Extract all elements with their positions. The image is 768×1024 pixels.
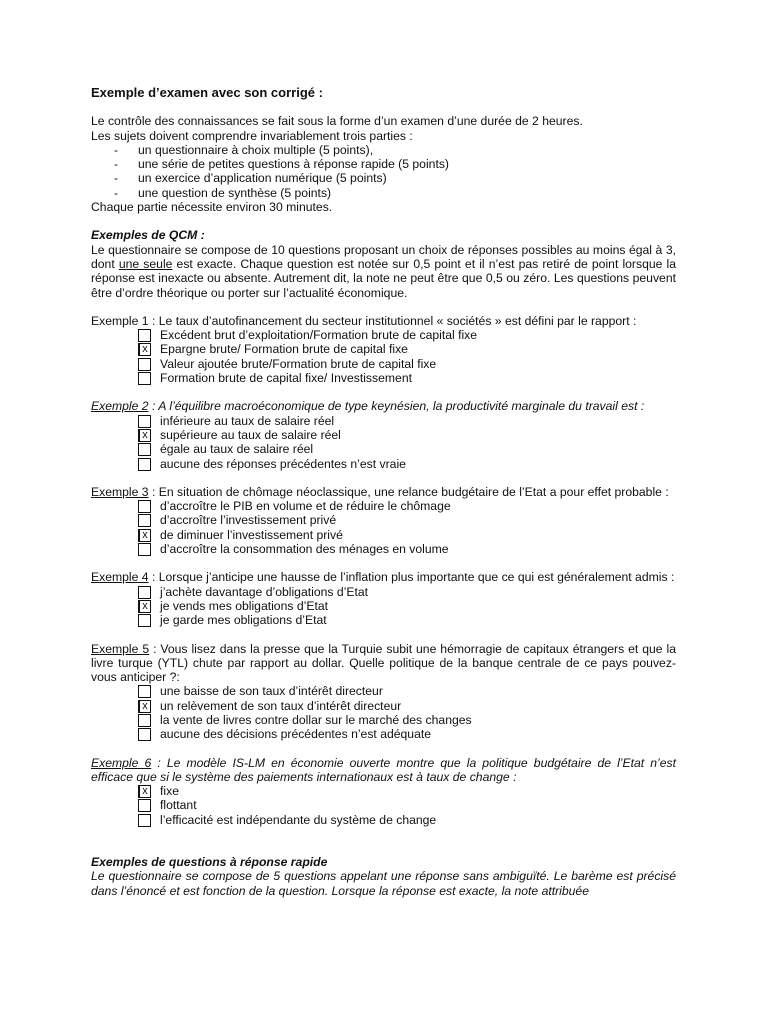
checkbox-checked[interactable]: x <box>138 429 151 442</box>
checkbox-checked[interactable]: x <box>138 529 151 542</box>
answer-option: inférieure au taux de salaire réel <box>91 414 676 428</box>
list-item: - une série de petites questions à réponse rapide (5 points) <box>91 157 676 171</box>
question-text: Exemple 3 : En situation de chômage néoclassique, une relance budgétaire de l’Etat a pour effet probable : <box>91 484 669 499</box>
answer-option: x un relèvement de son taux d’intérêt directeur <box>91 699 676 713</box>
answer-option: Formation brute de capital fixe/ Investissement <box>91 371 676 385</box>
list-item: - un questionnaire à choix multiple (5 points), <box>91 143 676 157</box>
checkbox[interactable] <box>138 329 151 342</box>
checkbox[interactable] <box>138 543 151 556</box>
answer-option: flottant <box>91 798 676 812</box>
checkbox[interactable] <box>138 500 151 513</box>
checkbox[interactable] <box>138 614 151 627</box>
answer-option: j’achète davantage d’obligations d’Etat <box>91 585 676 599</box>
answer-option: Excédent brut d’exploitation/Formation brute de capital fixe <box>91 328 676 342</box>
qcm-description: Le questionnaire se compose de 10 questions proposant un choix de réponses possibles au moins égal à 3, dont une seule est exacte. Chaque question est notée sur 0,5 point et il n’est pas retiré de point lorsque la réponse est inexacte ou absente. Autrement dit, la note ne peut être que 0,5 ou zéro. Les questions peuvent être d’ordre théorique ou porter sur l’actualité économique. <box>91 242 677 300</box>
checkbox[interactable] <box>138 586 151 599</box>
list-item: - une question de synthèse (5 points) <box>91 186 676 200</box>
intro-line-3: Chaque partie nécessite environ 30 minutes. <box>91 200 333 215</box>
checkbox[interactable] <box>138 728 151 741</box>
question-example-1 <box>91 314 676 385</box>
checkbox[interactable] <box>138 372 151 385</box>
answer-option: l’efficacité est indépendante du système de change <box>91 813 676 827</box>
answer-option: x je vends mes obligations d’Etat <box>91 599 676 613</box>
checkbox[interactable] <box>138 358 151 371</box>
answer-option: x fixe <box>91 784 676 798</box>
question-text: Exemple 5 : Vous lisez dans la presse que la Turquie subit une hémorragie de capitaux étrangers et que la livre turque (YTL) chute par rapport au dollar. Quelle politique de la banque centrale de ce pays pouvez-vous anticiper ?: <box>91 641 676 685</box>
checkbox[interactable] <box>138 458 151 471</box>
question-example-3 <box>91 485 676 556</box>
checkbox[interactable] <box>138 443 151 456</box>
answer-option: aucune des réponses précédentes n’est vraie <box>91 457 676 471</box>
qcm-heading: Exemples de QCM : <box>91 228 205 243</box>
document-body <box>91 86 676 898</box>
question-text: Exemple 1 : Le taux d’autofinancement du secteur institutionnel « sociétés » est défini par le rapport : <box>91 313 637 328</box>
checkbox-checked[interactable]: x <box>138 700 151 713</box>
question-text: Exemple 4 : Lorsque j’anticipe une hausse de l’inflation plus importante que ce qui est généralement admis : <box>91 570 675 585</box>
answer-option: x supérieure au taux de salaire réel <box>91 428 676 442</box>
answer-option: égale au taux de salaire réel <box>91 442 676 456</box>
exam-parts-list <box>91 143 676 200</box>
answer-option: x Epargne brute/ Formation brute de capital fixe <box>91 342 676 356</box>
rapid-questions-heading: Exemples de questions à réponse rapide <box>91 855 328 870</box>
page-title: Exemple d’examen avec son corrigé : <box>91 85 323 100</box>
checkbox-checked[interactable]: x <box>138 343 151 356</box>
answer-option: aucune des décisions précédentes n’est adéquate <box>91 727 676 741</box>
question-text: Exemple 2 : A l’équilibre macroéconomique de type keynésien, la productivité marginale du travail est : <box>91 399 645 414</box>
answer-option: je garde mes obligations d’Etat <box>91 613 676 627</box>
checkbox-checked[interactable]: x <box>138 600 151 613</box>
answer-option: la vente de livres contre dollar sur le marché des changes <box>91 713 676 727</box>
checkbox[interactable] <box>138 415 151 428</box>
answer-option: Valeur ajoutée brute/Formation brute de capital fixe <box>91 357 676 371</box>
question-example-6 <box>91 756 676 827</box>
answer-option: x de diminuer l’investissement privé <box>91 528 676 542</box>
answer-option: d’accroître le PIB en volume et de réduire le chômage <box>91 499 676 513</box>
question-example-5 <box>91 642 676 742</box>
question-text: Exemple 6 : Le modèle IS-LM en économie ouverte montre que la politique budgétaire de l’Etat n’est efficace que si le système des paiements internationaux est à taux de change : <box>91 755 676 784</box>
checkbox[interactable] <box>138 514 151 527</box>
answer-option: d’accroître l’investissement privé <box>91 513 676 527</box>
question-example-4 <box>91 570 676 627</box>
intro-line-1: Le contrôle des connaissances se fait sous la forme d’un examen d’une durée de 2 heures. <box>91 114 583 129</box>
answer-option: une baisse de son taux d’intérêt directeur <box>91 684 676 698</box>
rapid-questions-description: Le questionnaire se compose de 5 questions appelant une réponse sans ambiguïté. Le barème est précisé dans l’énoncé et est fonction de la question. Lorsque la réponse est exacte, la note attribuée <box>91 869 676 898</box>
checkbox[interactable] <box>138 814 151 827</box>
checkbox[interactable] <box>138 685 151 698</box>
checkbox-checked[interactable]: x <box>138 785 151 798</box>
answer-option: d’accroître la consommation des ménages en volume <box>91 542 676 556</box>
question-example-2 <box>91 399 676 470</box>
checkbox[interactable] <box>138 714 151 727</box>
intro-line-2: Les sujets doivent comprendre invariablement trois parties : <box>91 128 413 143</box>
list-item: - un exercice d’application numérique (5 points) <box>91 171 676 185</box>
checkbox[interactable] <box>138 799 151 812</box>
